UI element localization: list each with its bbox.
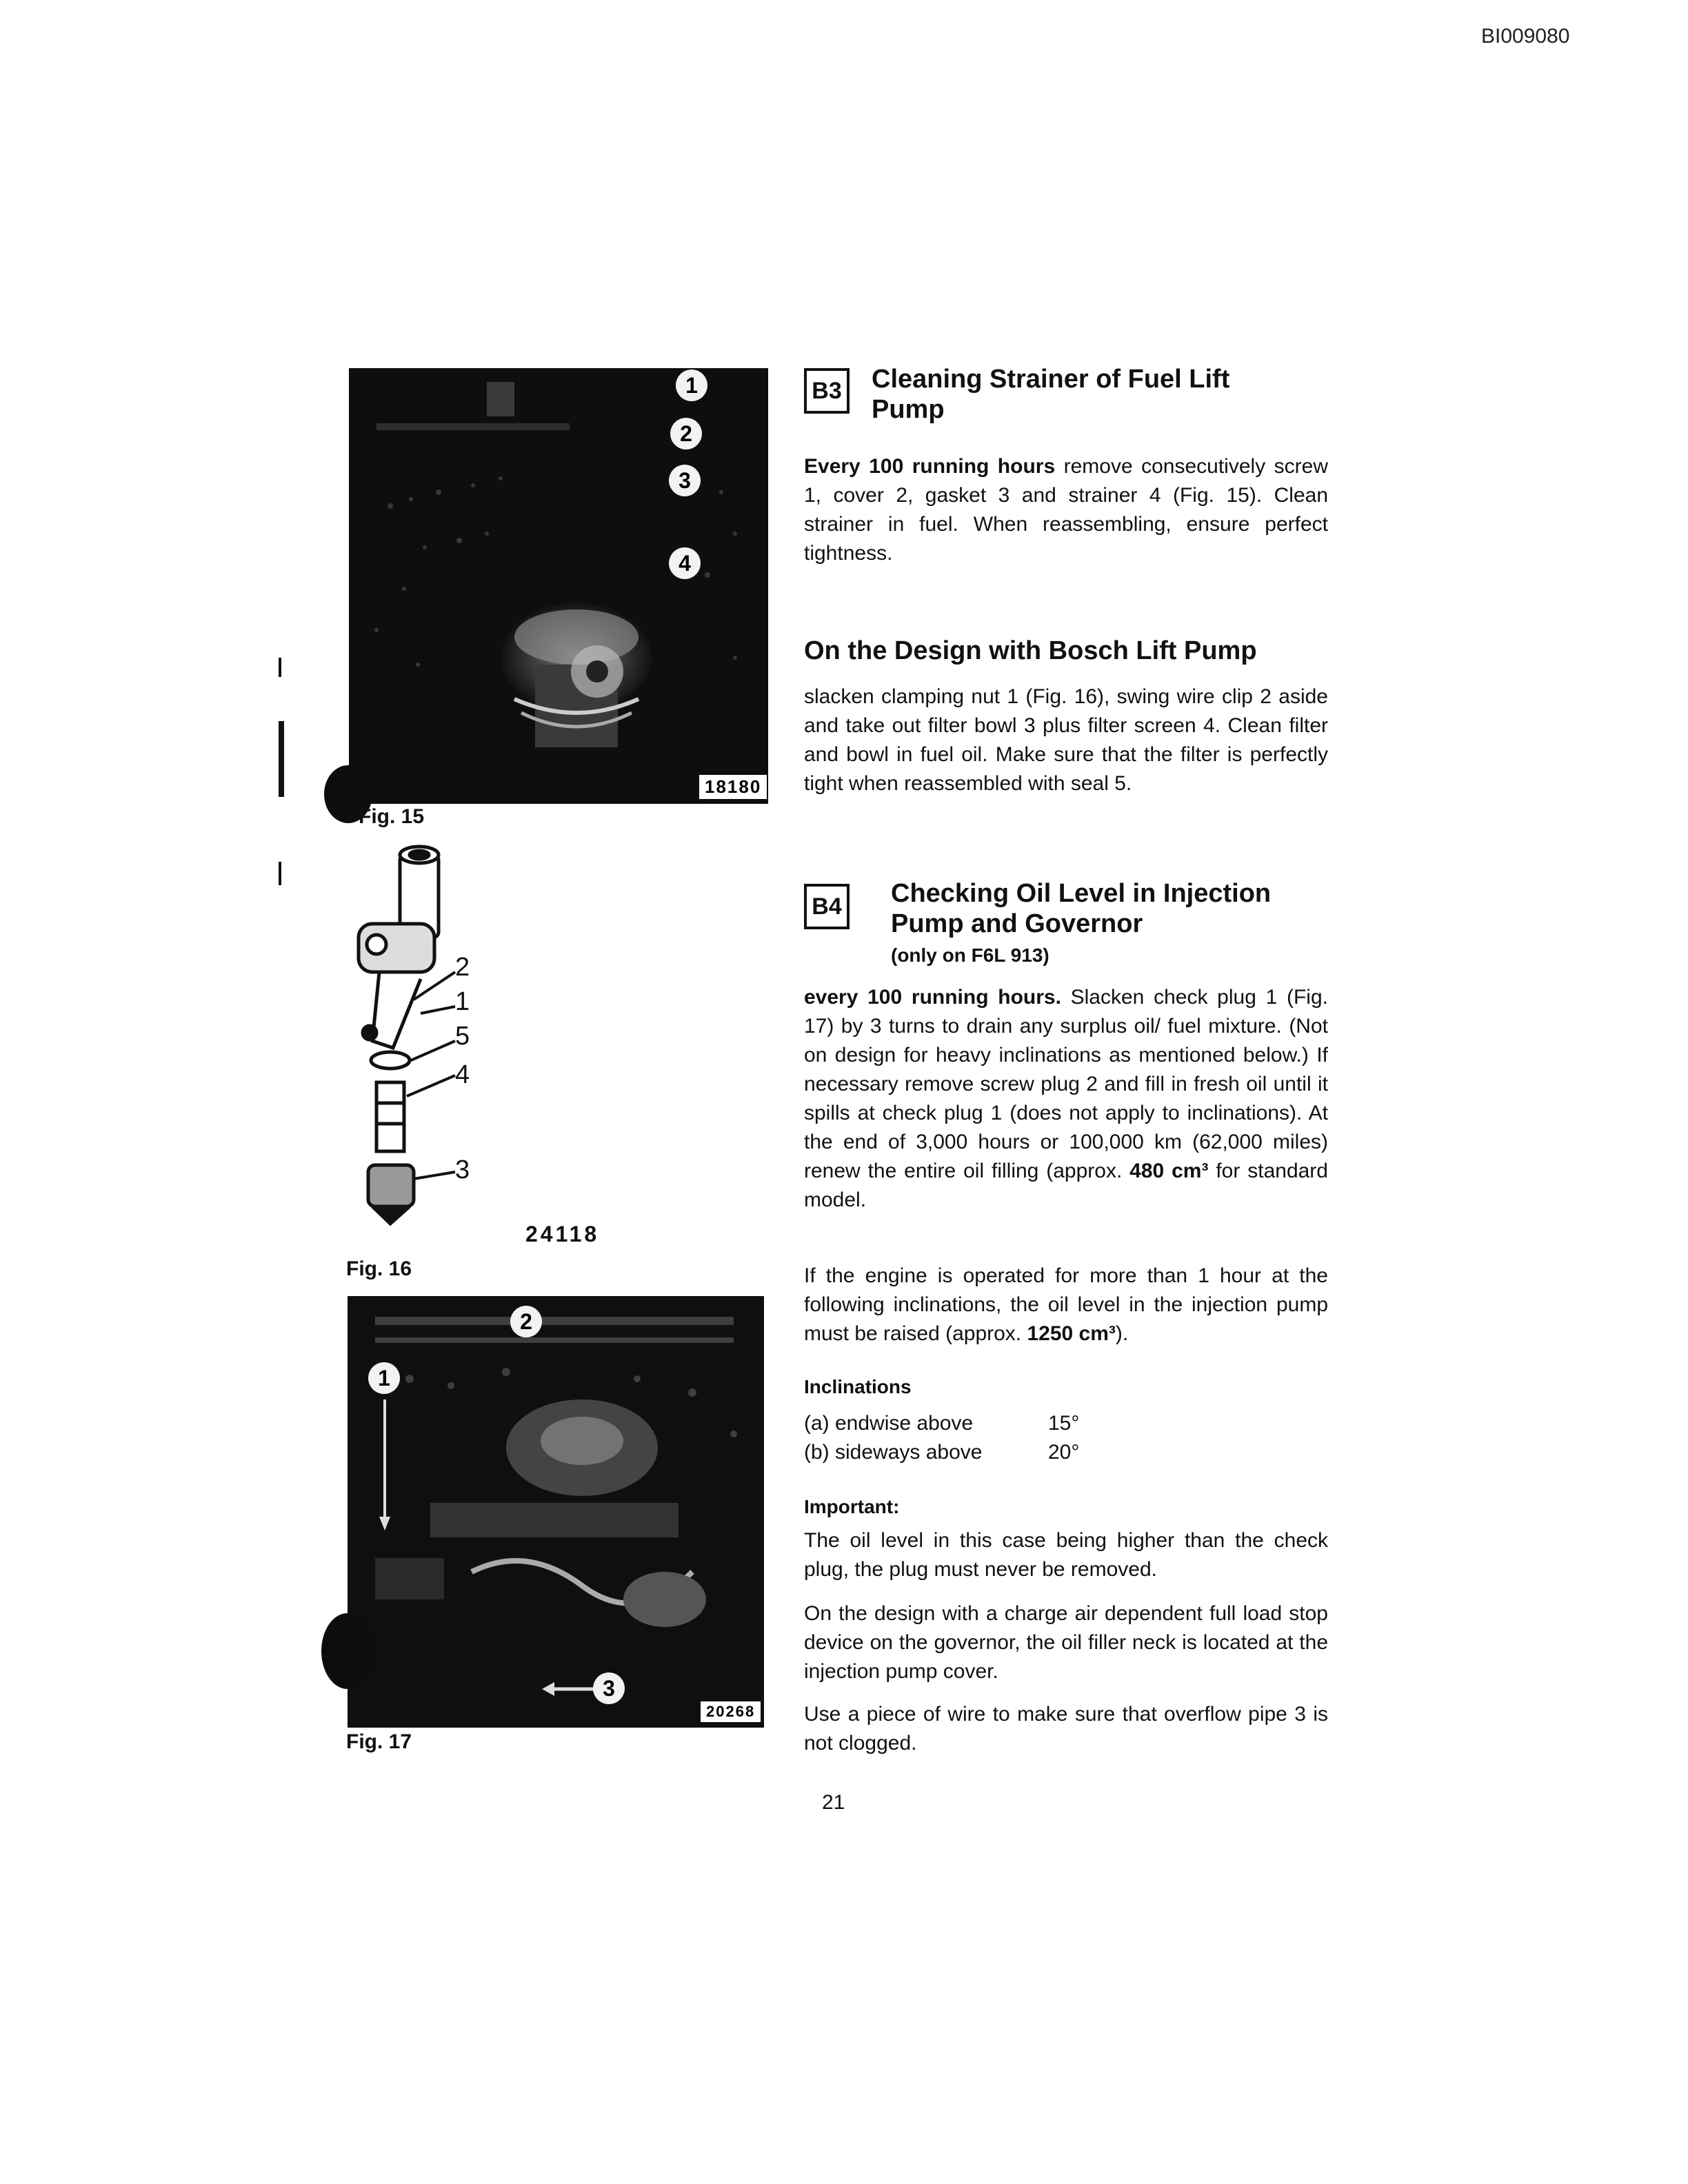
b4-p1-volume: 480 cm³ <box>1129 1160 1209 1182</box>
important-heading: Important: <box>804 1496 900 1517</box>
label-3: 3 <box>455 1155 470 1184</box>
scan-blot <box>321 1613 374 1689</box>
drawing-code: 24118 <box>525 1222 600 1246</box>
section-badge-b3: B3 <box>804 368 850 414</box>
figure-17-photo <box>348 1296 764 1728</box>
margin-mark <box>279 721 284 797</box>
callout-3: 3 <box>593 1672 625 1704</box>
injection-pump-photo-illustration <box>348 1296 764 1728</box>
b4-paragraph-2 <box>804 1262 1328 1348</box>
section-b3-body <box>804 452 1328 568</box>
important-text: The oil level in this case being higher than the check plug, the plug must never be removed. <box>804 1529 1328 1581</box>
section-subtitle-b4: (only on F6L 913) <box>891 944 1049 966</box>
photo-code: 20268 <box>701 1701 761 1722</box>
b4-paragraph-1 <box>804 983 1328 1215</box>
b4-paragraph-3: On the design with a charge air dependent full load stop device on the governor, the oil filler neck is located at the injection pump cover. <box>804 1602 1328 1683</box>
section-title-b3: Cleaning Strainer of Fuel Lift Pump <box>872 365 1230 424</box>
label-4: 4 <box>455 1060 470 1089</box>
callout-1: 1 <box>368 1362 400 1394</box>
b4-paragraph-4: Use a piece of wire to make sure that overflow pipe 3 is not clogged. <box>804 1703 1328 1755</box>
inclination-value: 15° <box>1048 1412 1080 1435</box>
photo-code: 18180 <box>699 775 767 799</box>
page-number: 21 <box>822 1791 845 1814</box>
b4-lead: every 100 running hours. <box>804 986 1061 1009</box>
inclination-label: (b) sideways above <box>804 1441 983 1464</box>
callout-1: 1 <box>676 370 707 401</box>
label-5: 5 <box>455 1022 470 1051</box>
callout-4: 4 <box>669 547 701 579</box>
label-1: 1 <box>455 987 470 1016</box>
section-bosch-body: slacken clamping nut 1 (Fig. 16), swing wire clip 2 aside and take out filter bowl 3 plus filter screen 4. Clean filter and bowl in fuel oil. Make sure that the filter is perfectly tight when reassembled with seal 5. <box>804 685 1328 795</box>
section-title-b4: Checking Oil Level in Injection Pump and Governor <box>891 879 1272 938</box>
inclination-value: 20° <box>1048 1441 1080 1464</box>
figure-16-caption: Fig. 16 <box>346 1257 412 1280</box>
figure-15-photo <box>349 368 768 804</box>
fuel-pump-photo-illustration <box>349 368 768 804</box>
inclination-row <box>804 1409 1149 1438</box>
label-2: 2 <box>455 953 470 982</box>
inclination-row <box>804 1438 1149 1467</box>
section-title-bosch: On the Design with Bosch Lift Pump <box>804 636 1257 665</box>
b4-p2-tail: ). <box>1115 1322 1129 1345</box>
b3-text: remove consecutively screw 1, cover 2, gasket 3 and strainer 4 (Fig. 15). Clean strainer in fuel. When reassembling, ensure perfect tightness. <box>804 455 1328 565</box>
figure-15-caption: Fig. 15 <box>359 805 425 828</box>
figure-16-drawing <box>345 841 510 1227</box>
document-id: BI009080 <box>1481 25 1570 48</box>
inclinations-heading: Inclinations <box>804 1376 912 1397</box>
inclination-label: (a) endwise above <box>804 1412 974 1435</box>
b4-p1-tail: for standard model. <box>804 1160 1328 1211</box>
callout-2: 2 <box>670 418 702 449</box>
bosch-lift-pump-drawing <box>345 841 510 1227</box>
section-badge-b4: B4 <box>804 884 850 929</box>
b3-lead: Every 100 running hours <box>804 455 1056 478</box>
callout-3: 3 <box>669 465 701 496</box>
b4-p2-text: If the engine is operated for more than 1 hour at the following inclinations, the oil level in the injection pump must be raised (approx. <box>804 1264 1328 1345</box>
b4-p1-text: Slacken check plug 1 (Fig. 17) by 3 turns to drain any surplus oil/ fuel mixture. (Not on design for heavy inclinations as mentioned below.) If necessary remove screw plug 2 and fill in fresh oil until it spills at check plug 1 (does not apply to inclinations). At the end of 3,000 hours or 100,000 km (62,000 miles) renew the entire oil filling (approx. <box>804 986 1328 1182</box>
margin-mark <box>279 658 281 677</box>
b4-p2-volume: 1250 cm³ <box>1027 1322 1116 1345</box>
margin-mark <box>279 862 281 885</box>
figure-17-caption: Fig. 17 <box>346 1730 412 1753</box>
callout-2: 2 <box>510 1306 542 1337</box>
